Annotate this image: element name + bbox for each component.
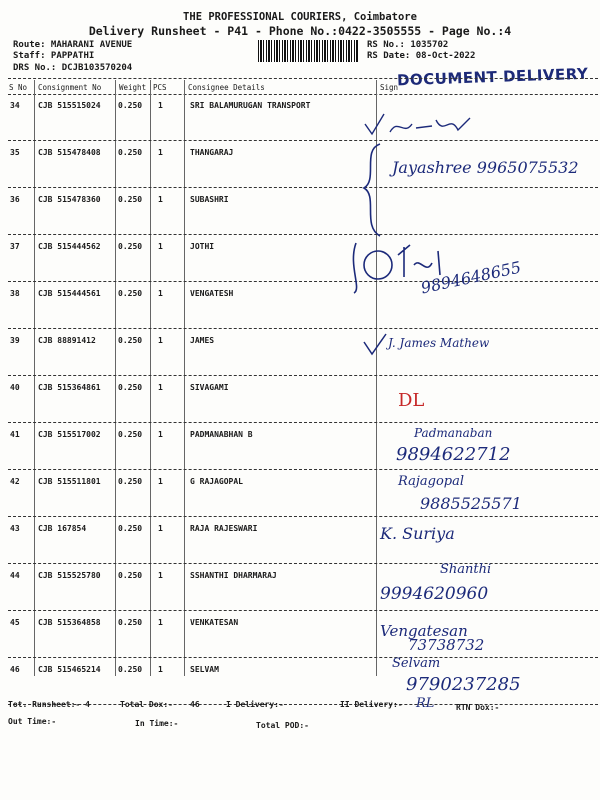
total-dox-value: 46 bbox=[190, 700, 200, 709]
column-divider bbox=[150, 80, 151, 676]
col-header-sno: S No bbox=[9, 83, 28, 92]
row-consignee: SSHANTHI DHARMARAJ bbox=[190, 571, 277, 580]
row-sno: 45 bbox=[10, 618, 20, 627]
row-divider bbox=[8, 140, 598, 141]
runsheet-title: Delivery Runsheet - P41 - Phone No.:0422-3505555 - Page No.:4 bbox=[88, 24, 512, 38]
handwriting-footer: RL bbox=[416, 696, 435, 711]
row-weight: 0.250 bbox=[118, 336, 143, 345]
row-divider bbox=[8, 610, 598, 611]
row-weight: 0.250 bbox=[118, 665, 143, 674]
row-consignment-no: CJB 515364861 bbox=[38, 383, 101, 392]
handwriting-row-41-phone: 9894622712 bbox=[396, 444, 511, 465]
col-header-sign: Sign bbox=[380, 83, 399, 92]
row-sno: 44 bbox=[10, 571, 20, 580]
col-header-pcs: PCS bbox=[153, 83, 167, 92]
row-weight: 0.250 bbox=[118, 195, 143, 204]
row-consignment-no: CJB 515525780 bbox=[38, 571, 101, 580]
row-divider bbox=[8, 657, 598, 658]
row-weight: 0.250 bbox=[118, 242, 143, 251]
row-weight: 0.250 bbox=[118, 430, 143, 439]
row-consignee: VENKATESAN bbox=[190, 618, 239, 627]
row-pcs: 1 bbox=[158, 571, 163, 580]
total-dox-label: Total Dox:- bbox=[120, 700, 173, 709]
row-consignment-no: CJB 515444562 bbox=[38, 242, 101, 251]
handwriting-row-42-name: Rajagopal bbox=[398, 474, 464, 489]
total-pod-label: Total POD:- bbox=[256, 721, 309, 730]
row-pcs: 1 bbox=[158, 148, 163, 157]
row-pcs: 1 bbox=[158, 524, 163, 533]
row-consignment-no: CJB 167854 bbox=[38, 524, 87, 533]
row-divider bbox=[8, 281, 598, 282]
handwriting-row-41-name: Padmanaban bbox=[414, 426, 493, 440]
row-consignment-no: CJB 88891412 bbox=[38, 336, 96, 345]
row-weight: 0.250 bbox=[118, 101, 143, 110]
row-weight: 0.250 bbox=[118, 618, 143, 627]
row-pcs: 1 bbox=[158, 665, 163, 674]
row-consignee: SELVAM bbox=[190, 665, 219, 674]
row-sno: 42 bbox=[10, 477, 20, 486]
row-divider bbox=[8, 422, 598, 423]
company-title: THE PROFESSIONAL COURIERS, Coimbatore bbox=[183, 11, 417, 23]
row-pcs: 1 bbox=[158, 101, 163, 110]
in-time-label: In Time:- bbox=[135, 719, 179, 728]
row-consignee: JAMES bbox=[190, 336, 215, 345]
row-sno: 40 bbox=[10, 383, 20, 392]
document-delivery-stamp: DOCUMENT DELIVERY bbox=[396, 64, 589, 90]
row-weight: 0.250 bbox=[118, 289, 143, 298]
handwriting-row-42-phone: 9885525571 bbox=[420, 494, 522, 513]
tot-runsheet: Tot. Runsheet:- 4 bbox=[8, 700, 90, 709]
row-consignment-no: CJB 515515024 bbox=[38, 101, 101, 110]
col-header-weight: Weight bbox=[119, 83, 147, 92]
row-consignee: THANGARAJ bbox=[190, 148, 234, 157]
handwriting-row-45-phone: 73738732 bbox=[408, 636, 485, 654]
row-consignee: G RAJAGOPAL bbox=[190, 477, 243, 486]
row-consignment-no: CJB 515364858 bbox=[38, 618, 101, 627]
rs-date: RS Date: 08-Oct-2022 bbox=[367, 51, 476, 61]
header-bottom-rule bbox=[8, 94, 598, 95]
rs-number: RS No.: 1035702 bbox=[367, 40, 449, 50]
row-pcs: 1 bbox=[158, 195, 163, 204]
row-consignee: PADMANABHAN B bbox=[190, 430, 253, 439]
row-consignee: SRI BALAMURUGAN TRANSPORT bbox=[190, 101, 311, 110]
row-consignee: RAJA RAJESWARI bbox=[190, 524, 258, 533]
row-divider bbox=[8, 328, 598, 329]
barcode bbox=[258, 40, 358, 62]
handwriting-row-46-phone: 9790237285 bbox=[406, 674, 521, 695]
row-divider bbox=[8, 704, 598, 705]
row-pcs: 1 bbox=[158, 383, 163, 392]
handwriting-row-46-name: Selvam bbox=[392, 656, 441, 671]
row-divider bbox=[8, 563, 598, 564]
row-weight: 0.250 bbox=[118, 148, 143, 157]
row-pcs: 1 bbox=[158, 477, 163, 486]
brace-mark bbox=[358, 140, 388, 240]
column-divider bbox=[34, 80, 35, 676]
row-weight: 0.250 bbox=[118, 571, 143, 580]
row-weight: 0.250 bbox=[118, 477, 143, 486]
row-consignment-no: CJB 515517002 bbox=[38, 430, 101, 439]
row-weight: 0.250 bbox=[118, 383, 143, 392]
i-delivery-label: I Delivery:- bbox=[226, 700, 284, 709]
row-divider bbox=[8, 469, 598, 470]
route-label: Route: MAHARANI AVENUE bbox=[13, 40, 133, 50]
row-sno: 36 bbox=[10, 195, 20, 204]
header-top-rule bbox=[8, 78, 598, 79]
rtn-dox-label: RTN Dox:- bbox=[456, 703, 500, 712]
row-pcs: 1 bbox=[158, 430, 163, 439]
signature-row-34 bbox=[360, 110, 480, 140]
row-sno: 43 bbox=[10, 524, 20, 533]
row-sno: 34 bbox=[10, 101, 20, 110]
out-time-label: Out Time:- bbox=[8, 717, 57, 726]
handwriting-row-44-name: Shanthi bbox=[440, 562, 492, 577]
row-sno: 35 bbox=[10, 148, 20, 157]
row-divider bbox=[8, 187, 598, 188]
column-divider bbox=[184, 80, 185, 676]
row-pcs: 1 bbox=[158, 618, 163, 627]
row-sno: 39 bbox=[10, 336, 20, 345]
row-consignment-no: CJB 515478360 bbox=[38, 195, 101, 204]
row-sno: 38 bbox=[10, 289, 20, 298]
staff-label: Staff: PAPPATHI bbox=[13, 51, 95, 61]
col-header-consignment: Consignment No bbox=[38, 83, 102, 92]
handwriting-row-43: K. Suriya bbox=[380, 524, 455, 543]
row-pcs: 1 bbox=[158, 336, 163, 345]
column-divider bbox=[115, 80, 116, 676]
row-divider bbox=[8, 234, 598, 235]
col-header-consignee: Consignee Details bbox=[188, 83, 265, 92]
row-divider bbox=[8, 375, 598, 376]
row-consignee: SIVAGAMI bbox=[190, 383, 229, 392]
row-consignment-no: CJB 515465214 bbox=[38, 665, 101, 674]
row-divider bbox=[8, 516, 598, 517]
drs-number: DRS No.: DCJB103570204 bbox=[13, 63, 133, 73]
handwriting-row-39: J. James Mathew bbox=[388, 336, 490, 350]
row-pcs: 1 bbox=[158, 242, 163, 251]
row-consignment-no: CJB 515478408 bbox=[38, 148, 101, 157]
handwriting-row-38: 9894648655 bbox=[419, 257, 523, 298]
row-consignee: JOTHI bbox=[190, 242, 215, 251]
row-consignment-no: CJB 515444561 bbox=[38, 289, 101, 298]
handwriting-row-40: DL bbox=[398, 390, 425, 411]
tick-mark bbox=[360, 332, 390, 358]
ii-delivery-label: II Delivery:- bbox=[340, 700, 403, 709]
row-sno: 41 bbox=[10, 430, 20, 439]
row-consignee: VENGATESH bbox=[190, 289, 234, 298]
row-pcs: 1 bbox=[158, 289, 163, 298]
handwriting-row-35: Jayashree 9965075532 bbox=[392, 158, 579, 177]
row-weight: 0.250 bbox=[118, 524, 143, 533]
handwriting-row-44-phone: 9994620960 bbox=[380, 584, 489, 604]
row-sno: 37 bbox=[10, 242, 20, 251]
handwriting-row-45-name: Vengatesan bbox=[380, 622, 468, 640]
row-consignee: SUBASHRI bbox=[190, 195, 229, 204]
row-consignment-no: CJB 515511801 bbox=[38, 477, 101, 486]
row-sno: 46 bbox=[10, 665, 20, 674]
